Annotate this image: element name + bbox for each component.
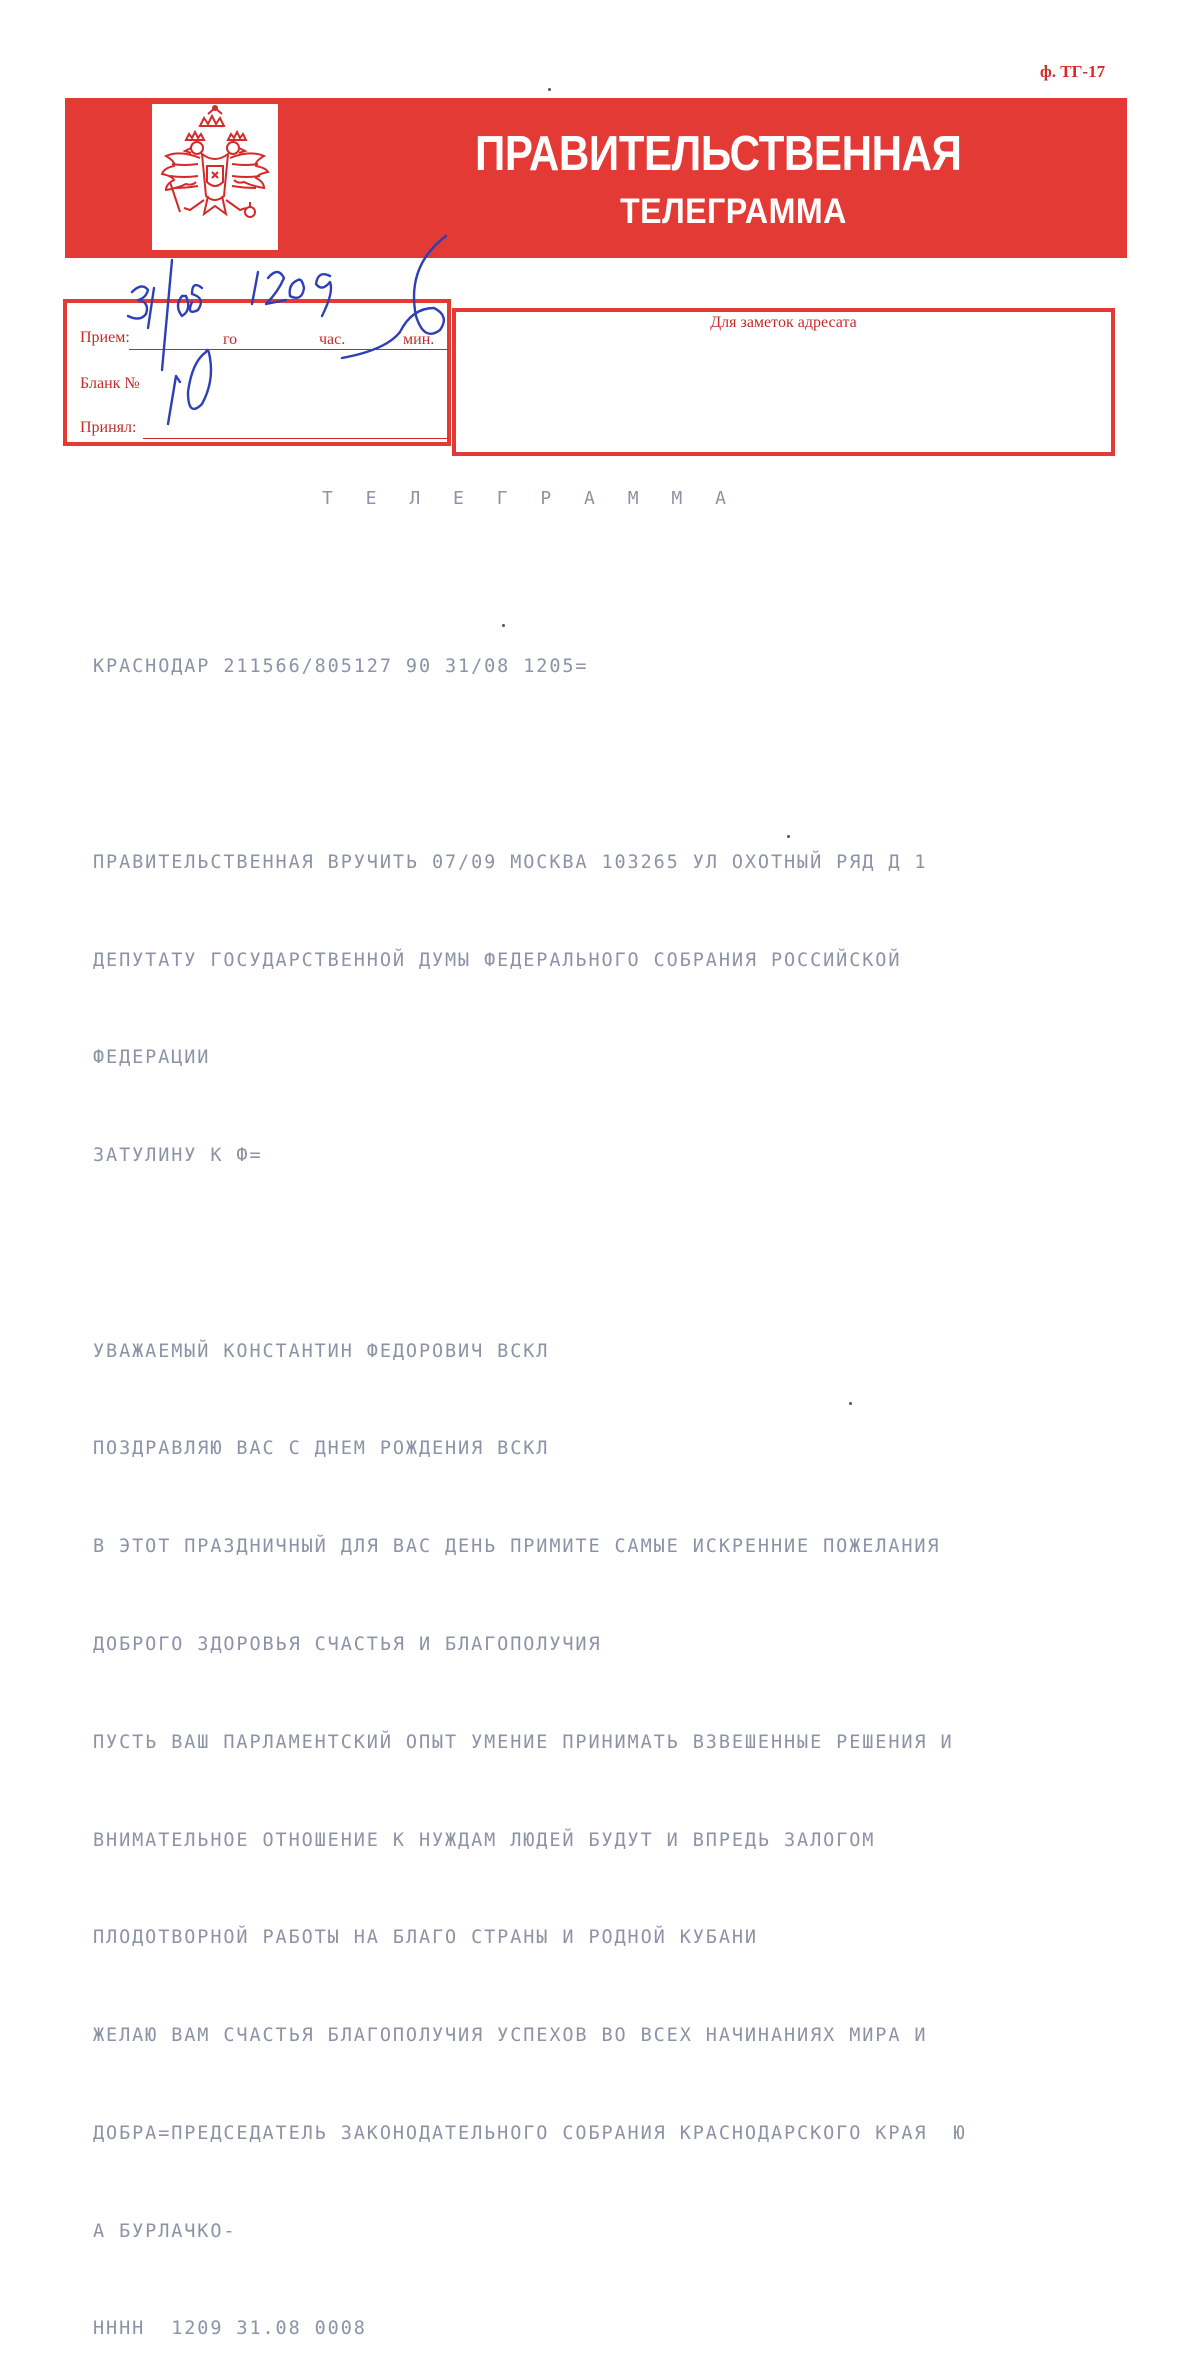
russian-coat-of-arms-icon <box>152 104 278 250</box>
telegram-line: А БУРЛАЧКО- <box>93 2220 237 2242</box>
telegram-line: ФЕДЕРАЦИИ <box>93 1047 211 1069</box>
received-label: Прием: <box>80 329 130 346</box>
telegram-line: ЗАТУЛИНУ К Ф= <box>93 1145 263 1167</box>
scan-speck <box>787 835 790 838</box>
banner-title-line2: ТЕЛЕГРАММА <box>620 192 847 231</box>
hour-label: час. <box>319 331 346 348</box>
telegram-line <box>93 1238 1103 1271</box>
accepted-underline <box>143 438 449 439</box>
addressee-notes-box <box>452 308 1115 456</box>
blank-number-label: Бланк № <box>80 375 140 392</box>
scan-speck <box>548 88 551 91</box>
accepted-label: Принял: <box>80 419 137 436</box>
scan-speck <box>502 624 505 627</box>
telegram-line: ДЕПУТАТУ ГОСУДАРСТВЕННОЙ ДУМЫ ФЕДЕРАЛЬНОГО СОБРАНИЯ РОССИЙСКОЙ <box>93 949 902 971</box>
receipt-box <box>63 299 451 446</box>
form-code: ф. ТГ-17 <box>1040 62 1106 81</box>
telegram-heading: Т Е Л Е Г Р А М М А <box>322 488 737 509</box>
header-banner <box>65 98 1127 258</box>
telegram-line: ПОЗДРАВЛЯЮ ВАС С ДНЕМ РОЖДЕНИЯ ВСКЛ <box>93 1438 550 1460</box>
telegram-line: ПРАВИТЕЛЬСТВЕННАЯ ВРУЧИТЬ 07/09 МОСКВА 103265 УЛ ОХОТНЫЙ РЯД Д 1 <box>93 851 928 873</box>
telegram-line: УВАЖАЕМЫЙ КОНСТАНТИН ФЕДОРОВИЧ ВСКЛ <box>93 1340 550 1362</box>
telegram-line: ДОБРОГО ЗДОРОВЬЯ СЧАСТЬЯ И БЛАГОПОЛУЧИЯ <box>93 1634 602 1655</box>
day-suffix-label: го <box>223 331 238 348</box>
telegram-line: НННН 1209 31.08 0008 <box>93 2318 367 2340</box>
telegram-line: ВНИМАТЕЛЬНОЕ ОТНОШЕНИЕ К НУЖДАМ ЛЮДЕЙ БУДУТ И ВПРЕДЬ ЗАЛОГОМ <box>93 1829 876 1851</box>
telegram-line: ДОБРА=ПРЕДСЕДАТЕЛЬ ЗАКОНОДАТЕЛЬНОГО СОБРАНИЯ КРАСНОДАРСКОГО КРАЯ Ю <box>93 2122 967 2144</box>
telegram-line <box>93 749 1103 782</box>
telegram-line: ЖЕЛАЮ ВАМ СЧАСТЬЯ БЛАГОПОЛУЧИЯ УСПЕХОВ ВО ВСЕХ НАЧИНАНИЯХ МИРА И <box>93 2025 928 2047</box>
telegram-line: ПУСТЬ ВАШ ПАРЛАМЕНТСКИЙ ОПЫТ УМЕНИЕ ПРИНИМАТЬ ВЗВЕШЕННЫЕ РЕШЕНИЯ И <box>93 1731 954 1753</box>
telegram-line: ПЛОДОТВОРНОЙ РАБОТЫ НА БЛАГО СТРАНЫ И РОДНОЙ КУБАНИ <box>93 1927 758 1949</box>
telegram-line: КРАСНОДАР 211566/805127 90 31/08 1205= <box>93 656 589 678</box>
scan-speck <box>849 1402 852 1405</box>
minute-label: мин. <box>403 331 435 348</box>
notes-label: Для заметок адресата <box>710 314 857 331</box>
telegram-line: В ЭТОТ ПРАЗДНИЧНЫЙ ДЛЯ ВАС ДЕНЬ ПРИМИТЕ САМЫЕ ИСКРЕННИЕ ПОЖЕЛАНИЯ <box>93 1536 941 1558</box>
received-underline <box>129 349 449 350</box>
banner-title-line1: ПРАВИТЕЛЬСТВЕННАЯ <box>475 127 962 181</box>
telegram-body <box>93 586 1103 2379</box>
